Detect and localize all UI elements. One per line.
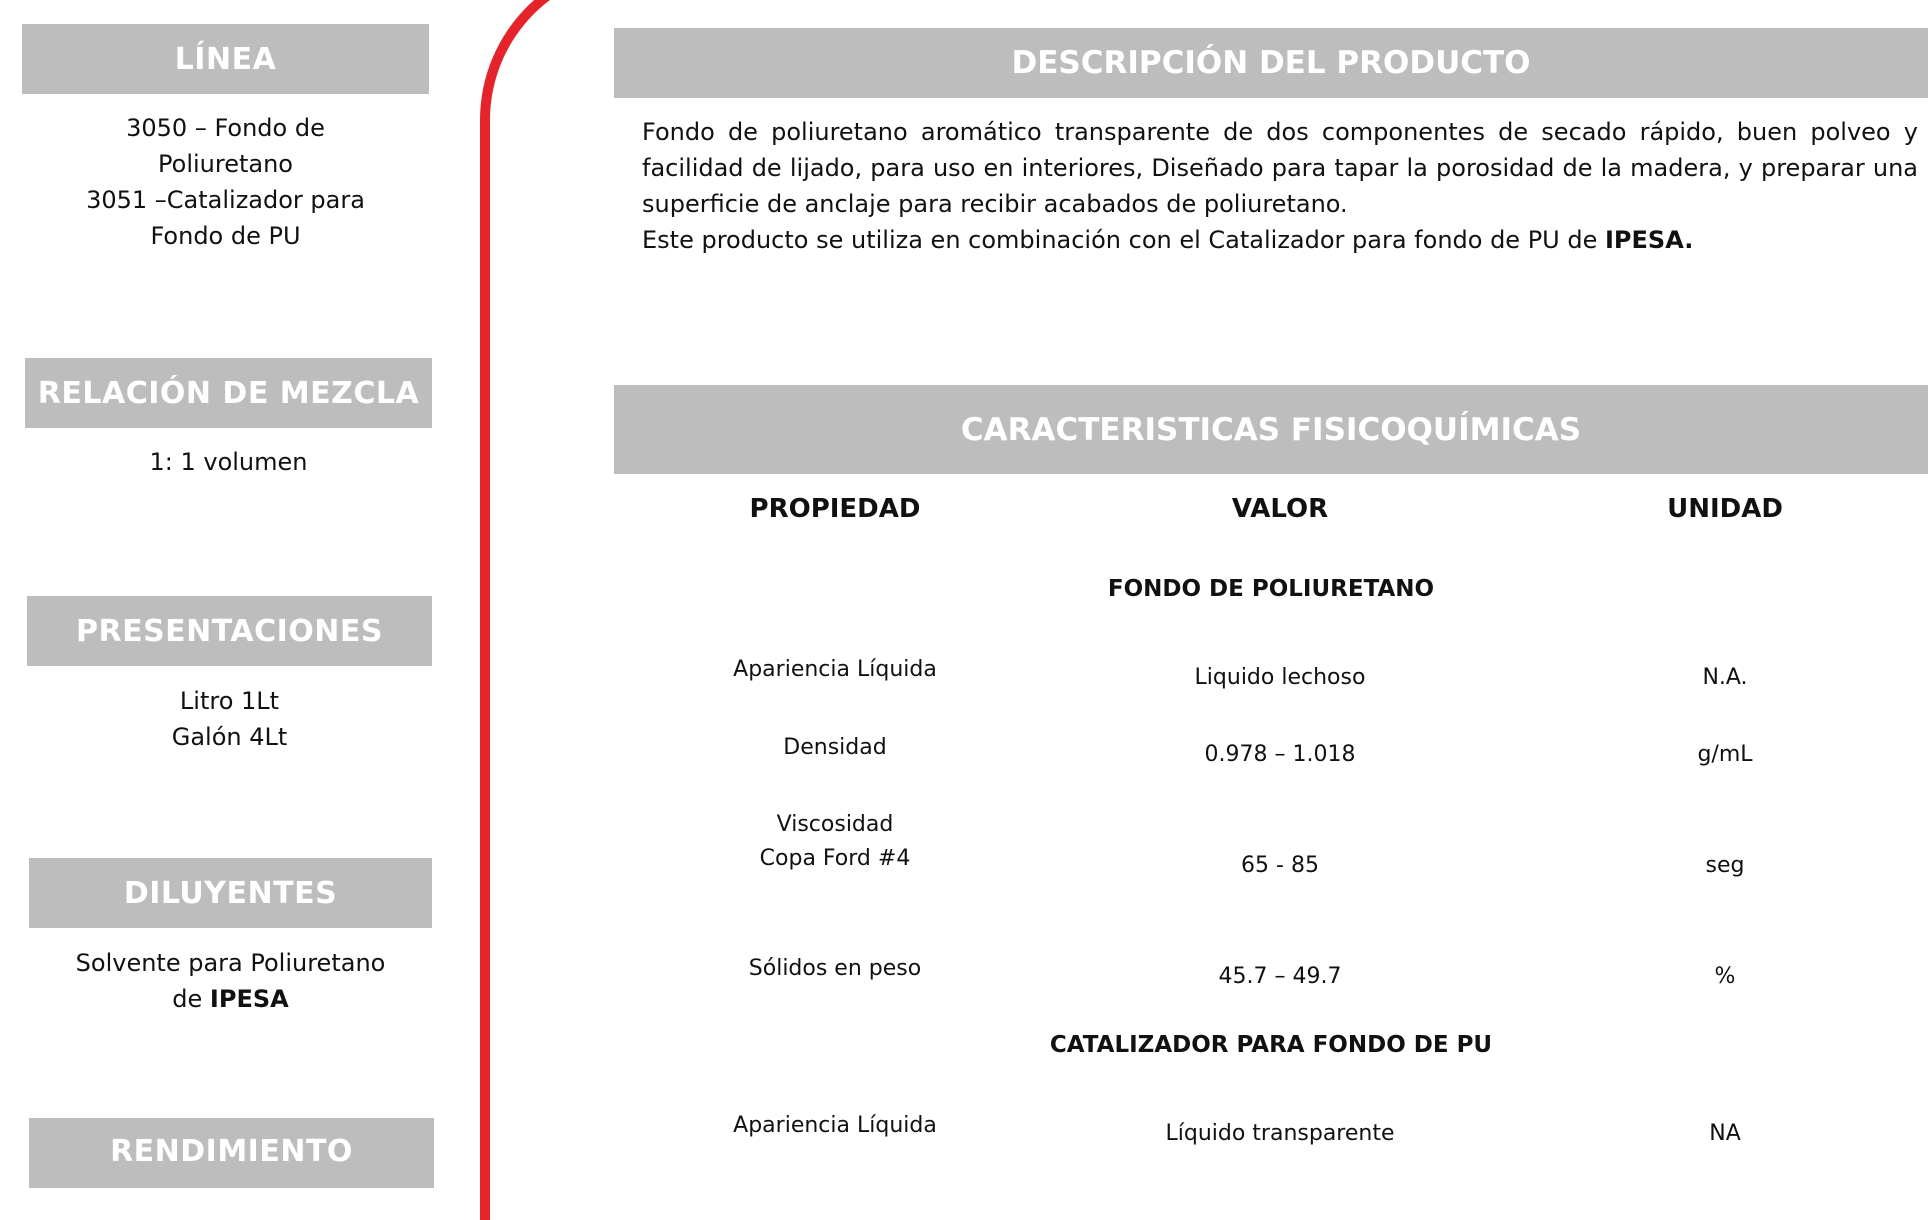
table-cell-value: Liquido lechoso (1194, 665, 1366, 690)
relacion-line: 1: 1 volumen (149, 448, 308, 476)
linea-line: 3051 –Catalizador para (86, 186, 365, 214)
presentacion-line: Litro 1Lt (179, 687, 280, 715)
table-cell-value: 65 - 85 (1241, 853, 1319, 878)
diluyentes-line: Solvente para Poliuretano (75, 949, 386, 977)
linea-header: LÍNEA (22, 24, 429, 94)
column-header-unidad: UNIDAD (1667, 494, 1783, 524)
column-header-propiedad: PROPIEDAD (749, 494, 921, 524)
relacion-mezcla-content (25, 444, 432, 480)
presentaciones-content (27, 683, 432, 755)
description-text: Este producto se utiliza en combinación con el Catalizador para fondo de PU de (642, 226, 1605, 254)
table-cell-unit: seg (1705, 853, 1745, 878)
property-line: Copa Ford #4 (759, 846, 911, 871)
table-cell-unit: % (1714, 964, 1736, 989)
linea-content (22, 110, 429, 254)
diluyentes-content (29, 945, 432, 1017)
section-title-fondo: FONDO DE POLIURETANO (1107, 576, 1435, 602)
brand-name: IPESA. (1605, 226, 1694, 254)
table-cell-property: Apariencia Líquida (733, 1113, 937, 1138)
rendimiento-header: RENDIMIENTO (29, 1118, 434, 1188)
descripcion-header: DESCRIPCIÓN DEL PRODUCTO (614, 28, 1928, 98)
table-cell-unit: NA (1709, 1121, 1741, 1146)
linea-line: Poliuretano (158, 150, 293, 178)
brand-name: IPESA (209, 985, 289, 1013)
description-paragraph: Fondo de poliuretano aromático transparente de dos componentes de secado rápido, buen polveo y facilidad de lijado, para uso en interiores, Diseñado para tapar la porosidad de la madera, y preparar una superficie de anclaje para recibir acabados de poliuretano. (642, 118, 1918, 218)
column-header-valor: VALOR (1231, 494, 1329, 524)
product-description (642, 114, 1918, 258)
presentaciones-header: PRESENTACIONES (27, 596, 432, 666)
presentacion-line: Galón 4Lt (171, 723, 288, 751)
table-cell-value: 45.7 – 49.7 (1218, 964, 1342, 989)
linea-line: Fondo de PU (150, 222, 301, 250)
table-cell-value: 0.978 – 1.018 (1204, 742, 1356, 767)
table-cell-property: Sólidos en peso (748, 956, 922, 981)
property-line: Viscosidad (776, 812, 894, 837)
diluyentes-header: DILUYENTES (29, 858, 432, 928)
relacion-mezcla-header: RELACIÓN DE MEZCLA (25, 358, 432, 428)
table-cell-unit: g/mL (1697, 742, 1753, 767)
section-title-catalizador: CATALIZADOR PARA FONDO DE PU (1049, 1032, 1493, 1058)
description-paragraph (642, 222, 1918, 258)
table-cell-value: Líquido transparente (1165, 1121, 1395, 1146)
table-cell-unit: N.A. (1702, 665, 1748, 690)
caracteristicas-header: CARACTERISTICAS FISICOQUÍMICAS (614, 385, 1928, 474)
table-cell-property: Apariencia Líquida (733, 657, 937, 682)
diluyentes-line (29, 981, 432, 1017)
diluyentes-prefix: de (172, 985, 210, 1013)
table-cell-property: Densidad (783, 735, 887, 760)
linea-line: 3050 – Fondo de (126, 114, 325, 142)
table-cell-property (640, 808, 1030, 876)
